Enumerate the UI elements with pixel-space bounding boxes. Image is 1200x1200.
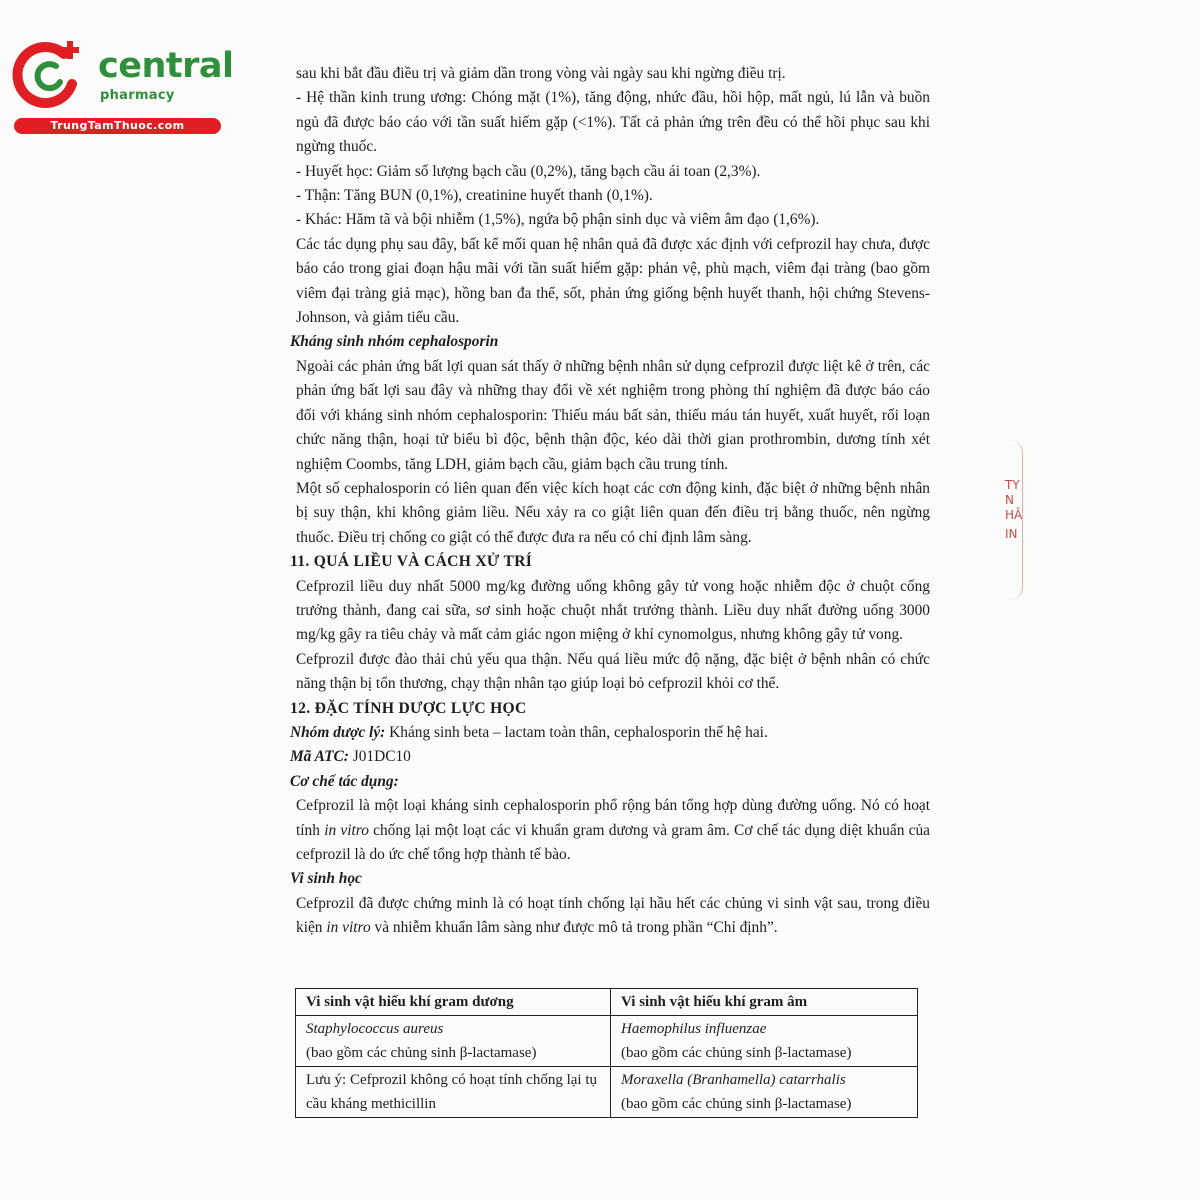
organism-note: Lưu ý: Cefprozil không có hoạt tính chống lại tụ cầu kháng methicillin [306,1072,597,1112]
mechanism-heading: Cơ chế tác dụng: [290,772,399,790]
table-header: Vi sinh vật hiếu khí gram âm [611,989,918,1016]
microbiology-italic: in vitro [326,919,371,937]
document-body [280,62,930,941]
microbiology-paragraph [280,892,930,941]
table-cell [611,1016,918,1067]
section-heading-12: 12. ĐẶC TÍNH DƯỢC LỰC HỌC [290,699,527,717]
stamp-text: IN [1005,527,1018,541]
stamp-text: HÂ [1005,508,1023,522]
paragraph: Cefprozil được đào thải chủ yếu qua thận. Nếu quá liều mức độ nặng, đặc biệt ở bệnh nhân có chức năng thận bị tổn thương, chạy thận nhân tạo giúp loại bỏ cefprozil khỏi cơ thể. [296,650,930,693]
microbiology-text-a: Cefprozil đã được chứng minh là có hoạt tính chống lại hầu hết các chủng vi sinh vật sau, trong điều kiện [296,894,930,937]
paragraph: sau khi bắt đầu điều trị và giảm dần trong vòng vài ngày sau khi ngừng điều trị. [296,65,786,82]
pharmacologic-group-label: Nhóm dược lý: [290,723,386,741]
organism-name: Staphylococcus aureus [306,1021,444,1037]
table-cell [296,1016,611,1067]
paragraph: - Thận: Tăng BUN (0,1%), creatinine huyết thanh (0,1%). [296,187,653,205]
stamp [1005,450,1035,600]
subheading-cephalosporin: Kháng sinh nhóm cephalosporin [290,333,499,351]
organism-note: (bao gồm các chủng sinh β-lactamase) [306,1045,537,1061]
paragraph: Cefprozil liều duy nhất 5000 mg/kg đường uống không gây tử vong hoặc nhiễm độc ở chuột cống trưởng thành, đang cai sữa, sơ sinh hoặc chuột nhắt trưởng thành. Liều duy nhất đường uống 3000 mg/kg gây ra tiêu chảy và mất cảm giác ngon miệng ở khỉ cynomolgus, nhưng không gây tử vong. [296,577,930,644]
brand-site[interactable]: TrungTamThuoc.com [14,118,221,134]
mechanism-italic: in vitro [324,821,369,839]
table-cell [296,1067,611,1118]
pharmacy-logo-icon [12,38,84,110]
organism-note: (bao gồm các chủng sinh β-lactamase) [621,1045,852,1061]
table-row [296,1016,918,1067]
brand-sub: pharmacy [100,88,175,103]
atc-code [290,745,930,769]
microorganism-table [295,988,918,1118]
paragraph: Ngoài các phản ứng bất lợi quan sát thấy ở những bệnh nhân sử dụng cefprozil được liệt kê ở trên, các phản ứng bất lợi sau đây và những thay đổi về xét nghiệm trong phòng thí nghiệm đã được báo cáo đối với kháng sinh nhóm cephalosporin: Thiếu máu bất sản, thiếu máu tán huyết, xuất huyết, rối loạn chức năng thận, hoại tử biểu bì độc, bệnh thận độc, kéo dài thời gian prothrombin, dương tính xét nghiệm Coombs, tăng LDH, giảm bạch cầu, giảm bạch cầu trung tính. [296,357,930,473]
organism-name: Haemophilus influenzae [621,1021,767,1037]
paragraph: Các tác dụng phụ sau đây, bất kể mối quan hệ nhân quả đã được xác định với cefprozil hay chưa, được báo cáo trong giai đoạn hậu mãi với tần suất hiếm gặp: phản vệ, phù mạch, viêm đại tràng (bao gồm viêm đại tràng giả mạc), hồng ban đa thể, sốt, phản ứng giống bệnh huyết thanh, hội chứng Stevens-Johnson, và giảm tiểu cầu. [296,235,930,327]
mechanism-paragraph [280,794,930,867]
brand-name: central [98,46,234,86]
organism-name: Moraxella (Branhamella) catarrhalis [621,1072,846,1088]
atc-code-label: Mã ATC: [290,748,349,766]
microbiology-text-b: và nhiễm khuẩn lâm sàng như được mô tả trong phần “Chỉ định”. [370,919,778,937]
section-heading-11: 11. QUÁ LIỀU VÀ CÁCH XỬ TRÍ [290,553,533,571]
pharmacologic-group-value: Kháng sinh beta – lactam toàn thân, cephalosporin thế hệ hai. [385,723,768,741]
table-header: Vi sinh vật hiếu khí gram dương [296,989,611,1016]
table-header-row [296,989,918,1016]
table-row [296,1067,918,1118]
paragraph: - Hệ thần kinh trung ương: Chóng mặt (1%), tăng động, nhức đầu, hồi hộp, mất ngủ, lú lẫn và buồn ngủ đã được báo cáo với tần suất hiếm gặp (<1%). Tất cả phản ứng trên đều có thể hồi phục sau khi ngừng thuốc. [296,89,930,156]
atc-code-value: J01DC10 [348,748,411,766]
paragraph: Một số cephalosporin có liên quan đến việc kích hoạt các cơn động kinh, đặc biệt ở những bệnh nhân bị suy thận, khi không giảm liều. Nếu xảy ra co giật liên quan đến điều trị bằng thuốc, nên ngừng thuốc. Điều trị chống co giật có thể được đưa ra nếu có chỉ định lâm sàng. [296,479,930,546]
microbiology-heading: Vi sinh học [290,870,362,888]
stamp-text: TY [1005,478,1020,492]
mechanism-text-b: chống lại một loạt các vi khuẩn gram dương và gram âm. Cơ chế tác dụng diệt khuẩn của cefprozil là do ức chế tổng hợp thành tế bào. [296,821,931,863]
mechanism-text-a: Cefprozil là một loại kháng sinh cephalosporin phổ rộng bán tổng hợp dùng đường uống. Nó có hoạt tính [296,797,930,839]
table-cell [611,1067,918,1118]
pharmacologic-group [290,721,930,745]
stamp-text: N [1005,493,1014,507]
paragraph: - Khác: Hăm tã và bội nhiễm (1,5%), ngứa bộ phận sinh dục và viêm âm đạo (1,6%). [296,211,820,229]
organism-note: (bao gồm các chủng sinh β-lactamase) [621,1096,852,1112]
paragraph: - Huyết học: Giảm số lượng bạch cầu (0,2%), tăng bạch cầu ái toan (2,3%). [296,162,761,180]
brand-logo[interactable] [12,38,234,138]
